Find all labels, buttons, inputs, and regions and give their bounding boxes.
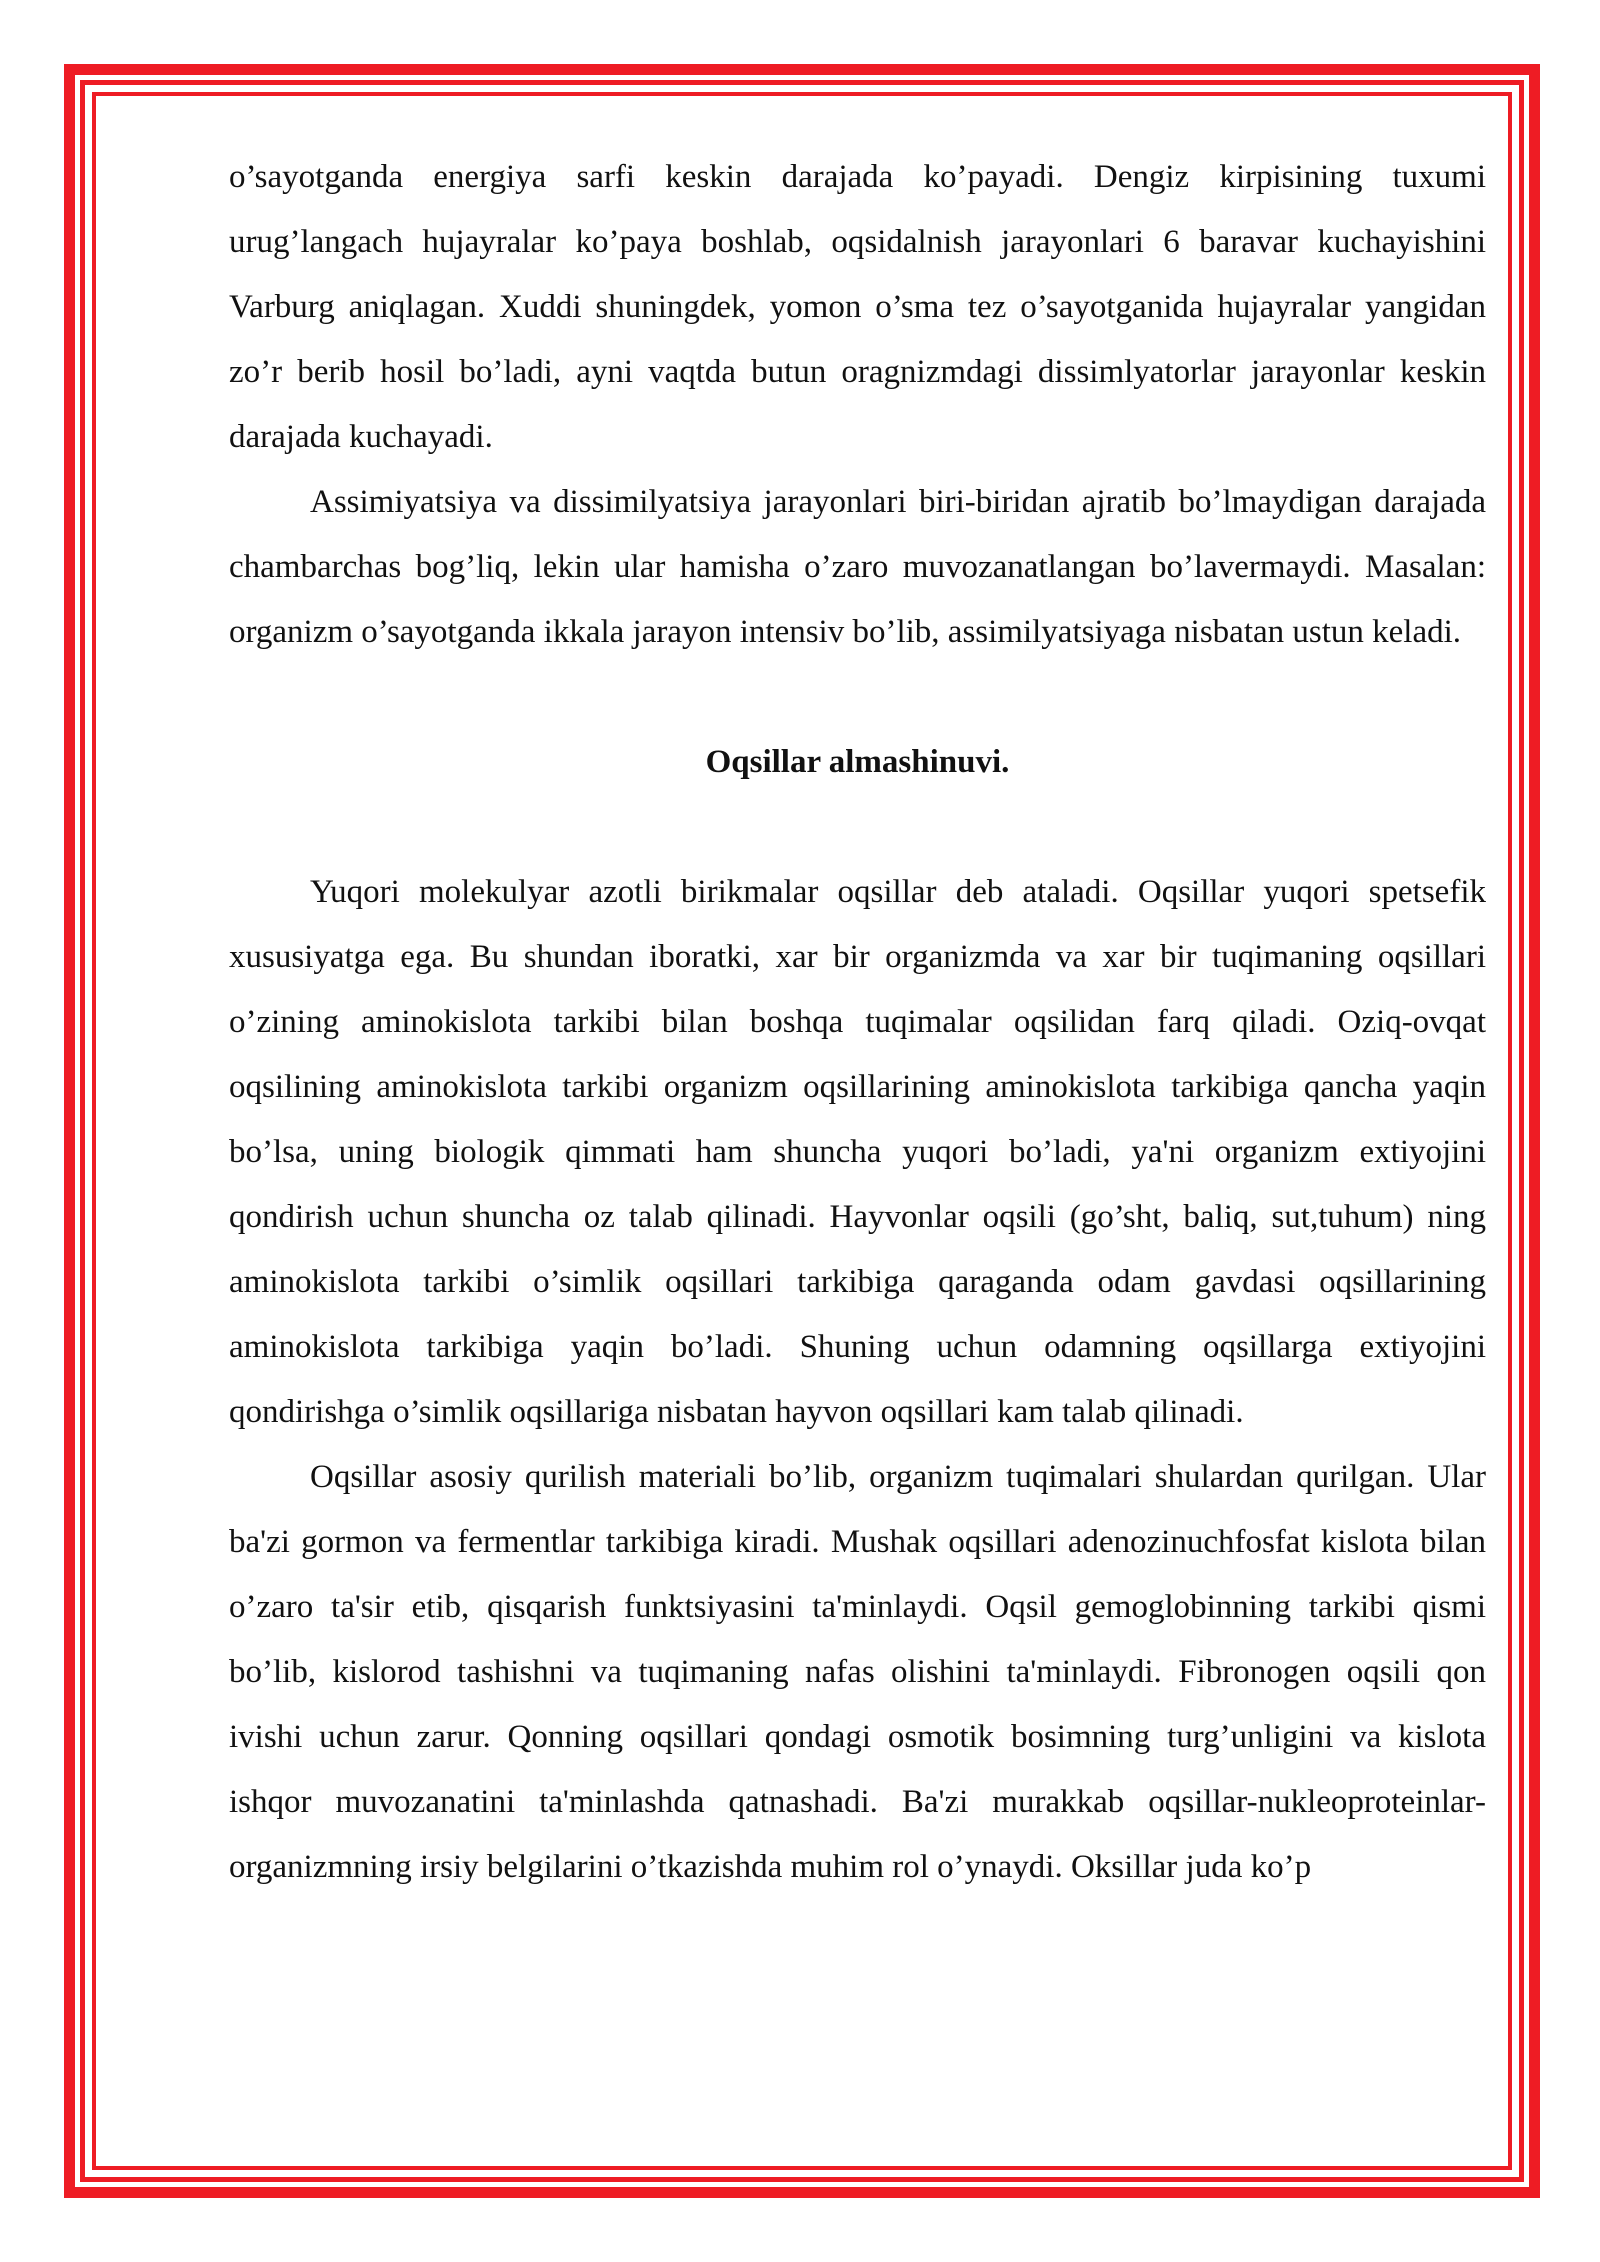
document-body — [229, 145, 1486, 1900]
paragraph-continuation: o’sayotganda energiya sarfi keskin darajada ko’payadi. Dengiz kirpisining tuxumi urug’langach hujayralar ko’paya boshlab, oqsidalnish jarayonlari 6 baravar kuchayishini Varburg aniqlagan. Xuddi shuningdek, yomon o’sma tez o’sayotganida hujayralar yangidan zo’r berib hosil bo’ladi, ayni vaqtda butun oragnizmdagi dissimlyatorlar jarayonlar keskin darajada kuchayadi. — [229, 159, 1486, 455]
paragraph-assimilation: Assimiyatsiya va dissimilyatsiya jarayonlari biri-biridan ajratib bo’lmaydigan darajada chambarchas bog’liq, lekin ular hamisha o’zaro muvozanatlangan bo’lavermaydi. Masalan: organizm o’sayotganda ikkala jarayon intensiv bo’lib, assimilyatsiyaga nisbatan ustun keladi. — [229, 484, 1486, 650]
paragraph-proteins-function: Oqsillar asosiy qurilish materiali bo’lib, organizm tuqimalari shulardan qurilgan. Ular ba'zi gormon va fermentlar tarkibiga kiradi. Mushak oqsillari adenozinuchfosfat kislota bilan o’zaro ta'sir etib, qisqarish funktsiyasini ta'minlaydi. Oqsil gemoglobinning tarkibi qismi bo’lib, kislorod tashishni va tuqimaning nafas olishini ta'minlaydi. Fibronogen oqsili qon ivishi uchun zarur. Qonning oqsillari qondagi osmotik bosimning turg’unligini va kislota ishqor muvozanatini ta'minlashda qatnashadi. Ba'zi murakkab oqsillar-nukleoproteinlar-organizmning irsiy belgilarini o’tkazishda muhim rol o’ynaydi. Oksillar juda ko’p — [229, 1459, 1486, 1885]
paragraph-proteins-definition: Yuqori molekulyar azotli birikmalar oqsillar deb ataladi. Oqsillar yuqori spetsefik xususiyatga ega. Bu shundan iboratki, xar bir organizmda va xar bir tuqimaning oqsillari o’zining aminokislota tarkibi bilan boshqa tuqimalar oqsilidan farq qiladi. Oziq-ovqat oqsilining aminokislota tarkibi organizm oqsillarining aminokislota tarkibiga qancha yaqin bo’lsa, uning biologik qimmati ham shuncha yuqori bo’ladi, ya'ni organizm extiyojini qondirish uchun shuncha oz talab qilinadi. Hayvonlar oqsili (go’sht, baliq, sut,tuhum) ning aminokislota tarkibi o’simlik oqsillari tarkibiga qaraganda odam gavdasi oqsillarining aminokislota tarkibiga yaqin bo’ladi. Shuning uchun odamning oqsillarga extiyojini qondirishga o’simlik oqsillariga nisbatan hayvon oqsillari kam talab qilinadi. — [229, 874, 1486, 1430]
section-heading: Oqsillar almashinuvi. — [705, 744, 1010, 780]
